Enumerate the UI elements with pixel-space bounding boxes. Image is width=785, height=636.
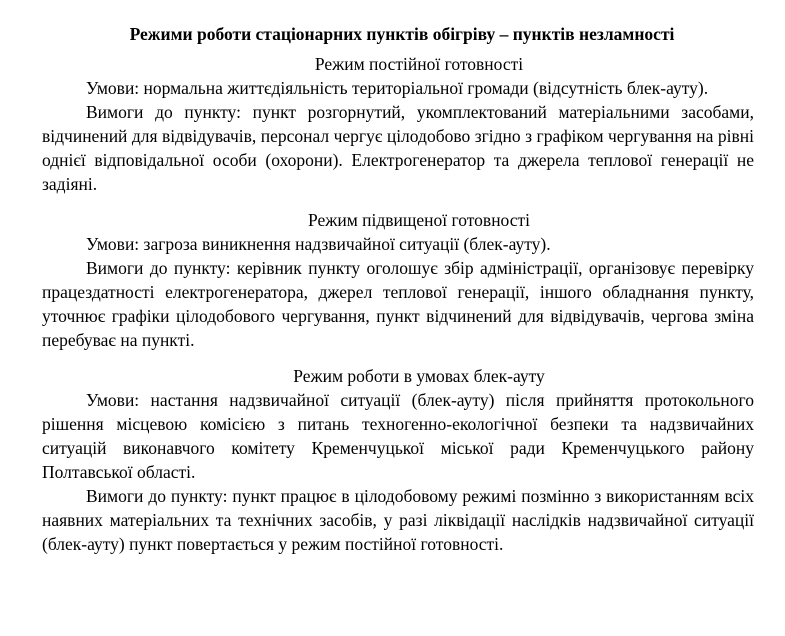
conditions-paragraph: Умови: загроза виникнення надзвичайної ситуації (блек-ауту). [86, 234, 551, 254]
section-heading: Режим підвищеної готовності [307, 210, 531, 230]
requirements-paragraph: Вимоги до пункту: пункт працює в цілодобовому режимі позмінно з використанням всіх наявних матеріальних та технічних засобів, у разі ліквідації наслідків надзвичайної ситуації (блек-ауту) пункт повертається у режим постійної готовності. [42, 486, 754, 554]
section-blackout-mode [42, 364, 754, 556]
document-title: Режими роботи стаціонарних пунктів обігріву – пунктів незламності [129, 24, 675, 44]
document [42, 22, 754, 556]
conditions-paragraph: Умови: нормальна життєдіяльність територіальної громади (відсутність блек-ауту). [86, 78, 709, 98]
section-heading: Режим роботи в умовах блек-ауту [293, 366, 545, 386]
conditions-paragraph: Умови: настання надзвичайної ситуації (блек-ауту) після прийняття протокольного рішення місцевою комісією з питань техногенно-екологічної безпеки та надзвичайних ситуацій виконавчого комітету Кременчуцької міської ради Кременчуцького району Полтавської області. [42, 390, 754, 482]
section-constant-readiness [42, 52, 754, 196]
section-heading: Режим постійної готовності [314, 54, 524, 74]
requirements-paragraph: Вимоги до пункту: пункт розгорнутий, укомплектований матеріальними засобами, відчинений для відвідувачів, персонал чергує цілодобово згідно з графіком чергування на рівні однієї відповідальної особи (охорони). Електрогенератор та джерела теплової генерації не задіяні. [42, 102, 754, 194]
requirements-paragraph: Вимоги до пункту: керівник пункту оголошує збір адміністрації, організовує перевірку працездатності електрогенератора, джерел теплової генерації, іншого обладнання пункту, уточнює графіки цілодобового чергування, пункт відчинений для відвідувачів, чергова зміна перебуває на пункті. [42, 258, 754, 350]
section-elevated-readiness [42, 208, 754, 352]
